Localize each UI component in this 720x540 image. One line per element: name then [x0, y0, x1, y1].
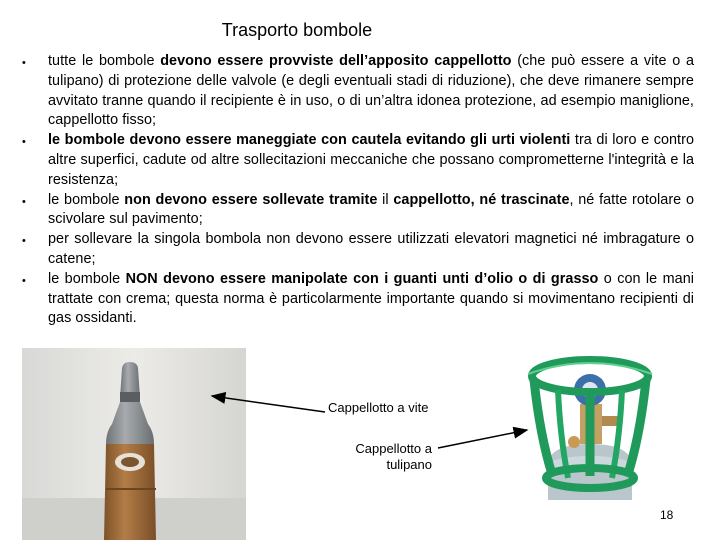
slide-title: Trasporto bombole: [221, 20, 373, 40]
page-number: 18: [660, 508, 674, 522]
bullet-dot-icon: •: [22, 274, 26, 287]
bullet-text-bold: devono essere provviste dell’apposito cappellotto: [160, 53, 512, 69]
bullet-text-segment: (che può essere a vite o a tulipano) di protezione delle valvole (e degli eventuali stadi di riduzione), che deve rimanere sempre avvitato tranne quando il recipiente è in uso, o di un’altra idonea protezione, ad esempio maniglione, cappellotto fisso;: [48, 53, 694, 129]
bullet-text: [48, 131, 694, 190]
bullet-item: [22, 191, 694, 231]
label-screw-cap: Cappellotto a vite: [328, 400, 429, 415]
label-tulip-cap: Cappellotto a tulipano: [355, 441, 432, 472]
bullet-list: [22, 52, 694, 329]
bullet-text-segment: le bombole: [48, 270, 126, 287]
bullet-text: [48, 191, 694, 231]
bullet-text: [48, 52, 694, 131]
bullet-text-segment: o con le mani trattate con crema; questa norma è particolarmente importante quando si movimentano recipienti di gas ossidanti.: [48, 270, 694, 327]
bullet-text-segment: , né fatte rotolare o scivolare sul pavimento;: [48, 191, 694, 228]
bullet-item: [22, 230, 694, 270]
bullet-item: [22, 270, 694, 329]
bullet-text-bold: le bombole devono essere maneggiate con cautela evitando gli urti violenti: [48, 132, 571, 149]
bullet-dot-icon: •: [22, 235, 26, 248]
cylinder-screw-cap-photo: [22, 348, 246, 540]
bullet-dot-icon: •: [22, 57, 26, 69]
bullet-text-bold: non devono essere sollevate tramite: [124, 191, 378, 208]
bullet-item: [22, 131, 694, 190]
arrow-to-tulip-cap: [438, 430, 527, 448]
bullet-text-segment: il: [377, 191, 394, 208]
bullet-dot-icon: •: [22, 136, 26, 149]
bullet-text-bold: cappellotto, né trascinate: [393, 191, 570, 208]
bullet-text-bold: NON devono essere manipolate con i guanti unti d’olio o di grasso: [125, 270, 599, 287]
bullet-item: [22, 52, 694, 131]
bullet-text-segment: per sollevare la singola bombola non devono essere utilizzati elevatori magnetici né imbragature o catene;: [48, 231, 694, 267]
bullet-text-segment: tra di loro e contro altre superfici, cadute od altre sollecitazioni meccaniche che possano comprometterne l'integrità e la resistenza;: [48, 132, 694, 188]
bullet-dot-icon: •: [22, 195, 26, 208]
bullet-text: [48, 230, 694, 270]
bullet-text-segment: le bombole: [48, 191, 125, 208]
cylinder-tulip-cap-photo: [518, 346, 662, 500]
bullet-text-segment: tutte le bombole: [48, 53, 161, 69]
bullet-text: [48, 270, 694, 329]
